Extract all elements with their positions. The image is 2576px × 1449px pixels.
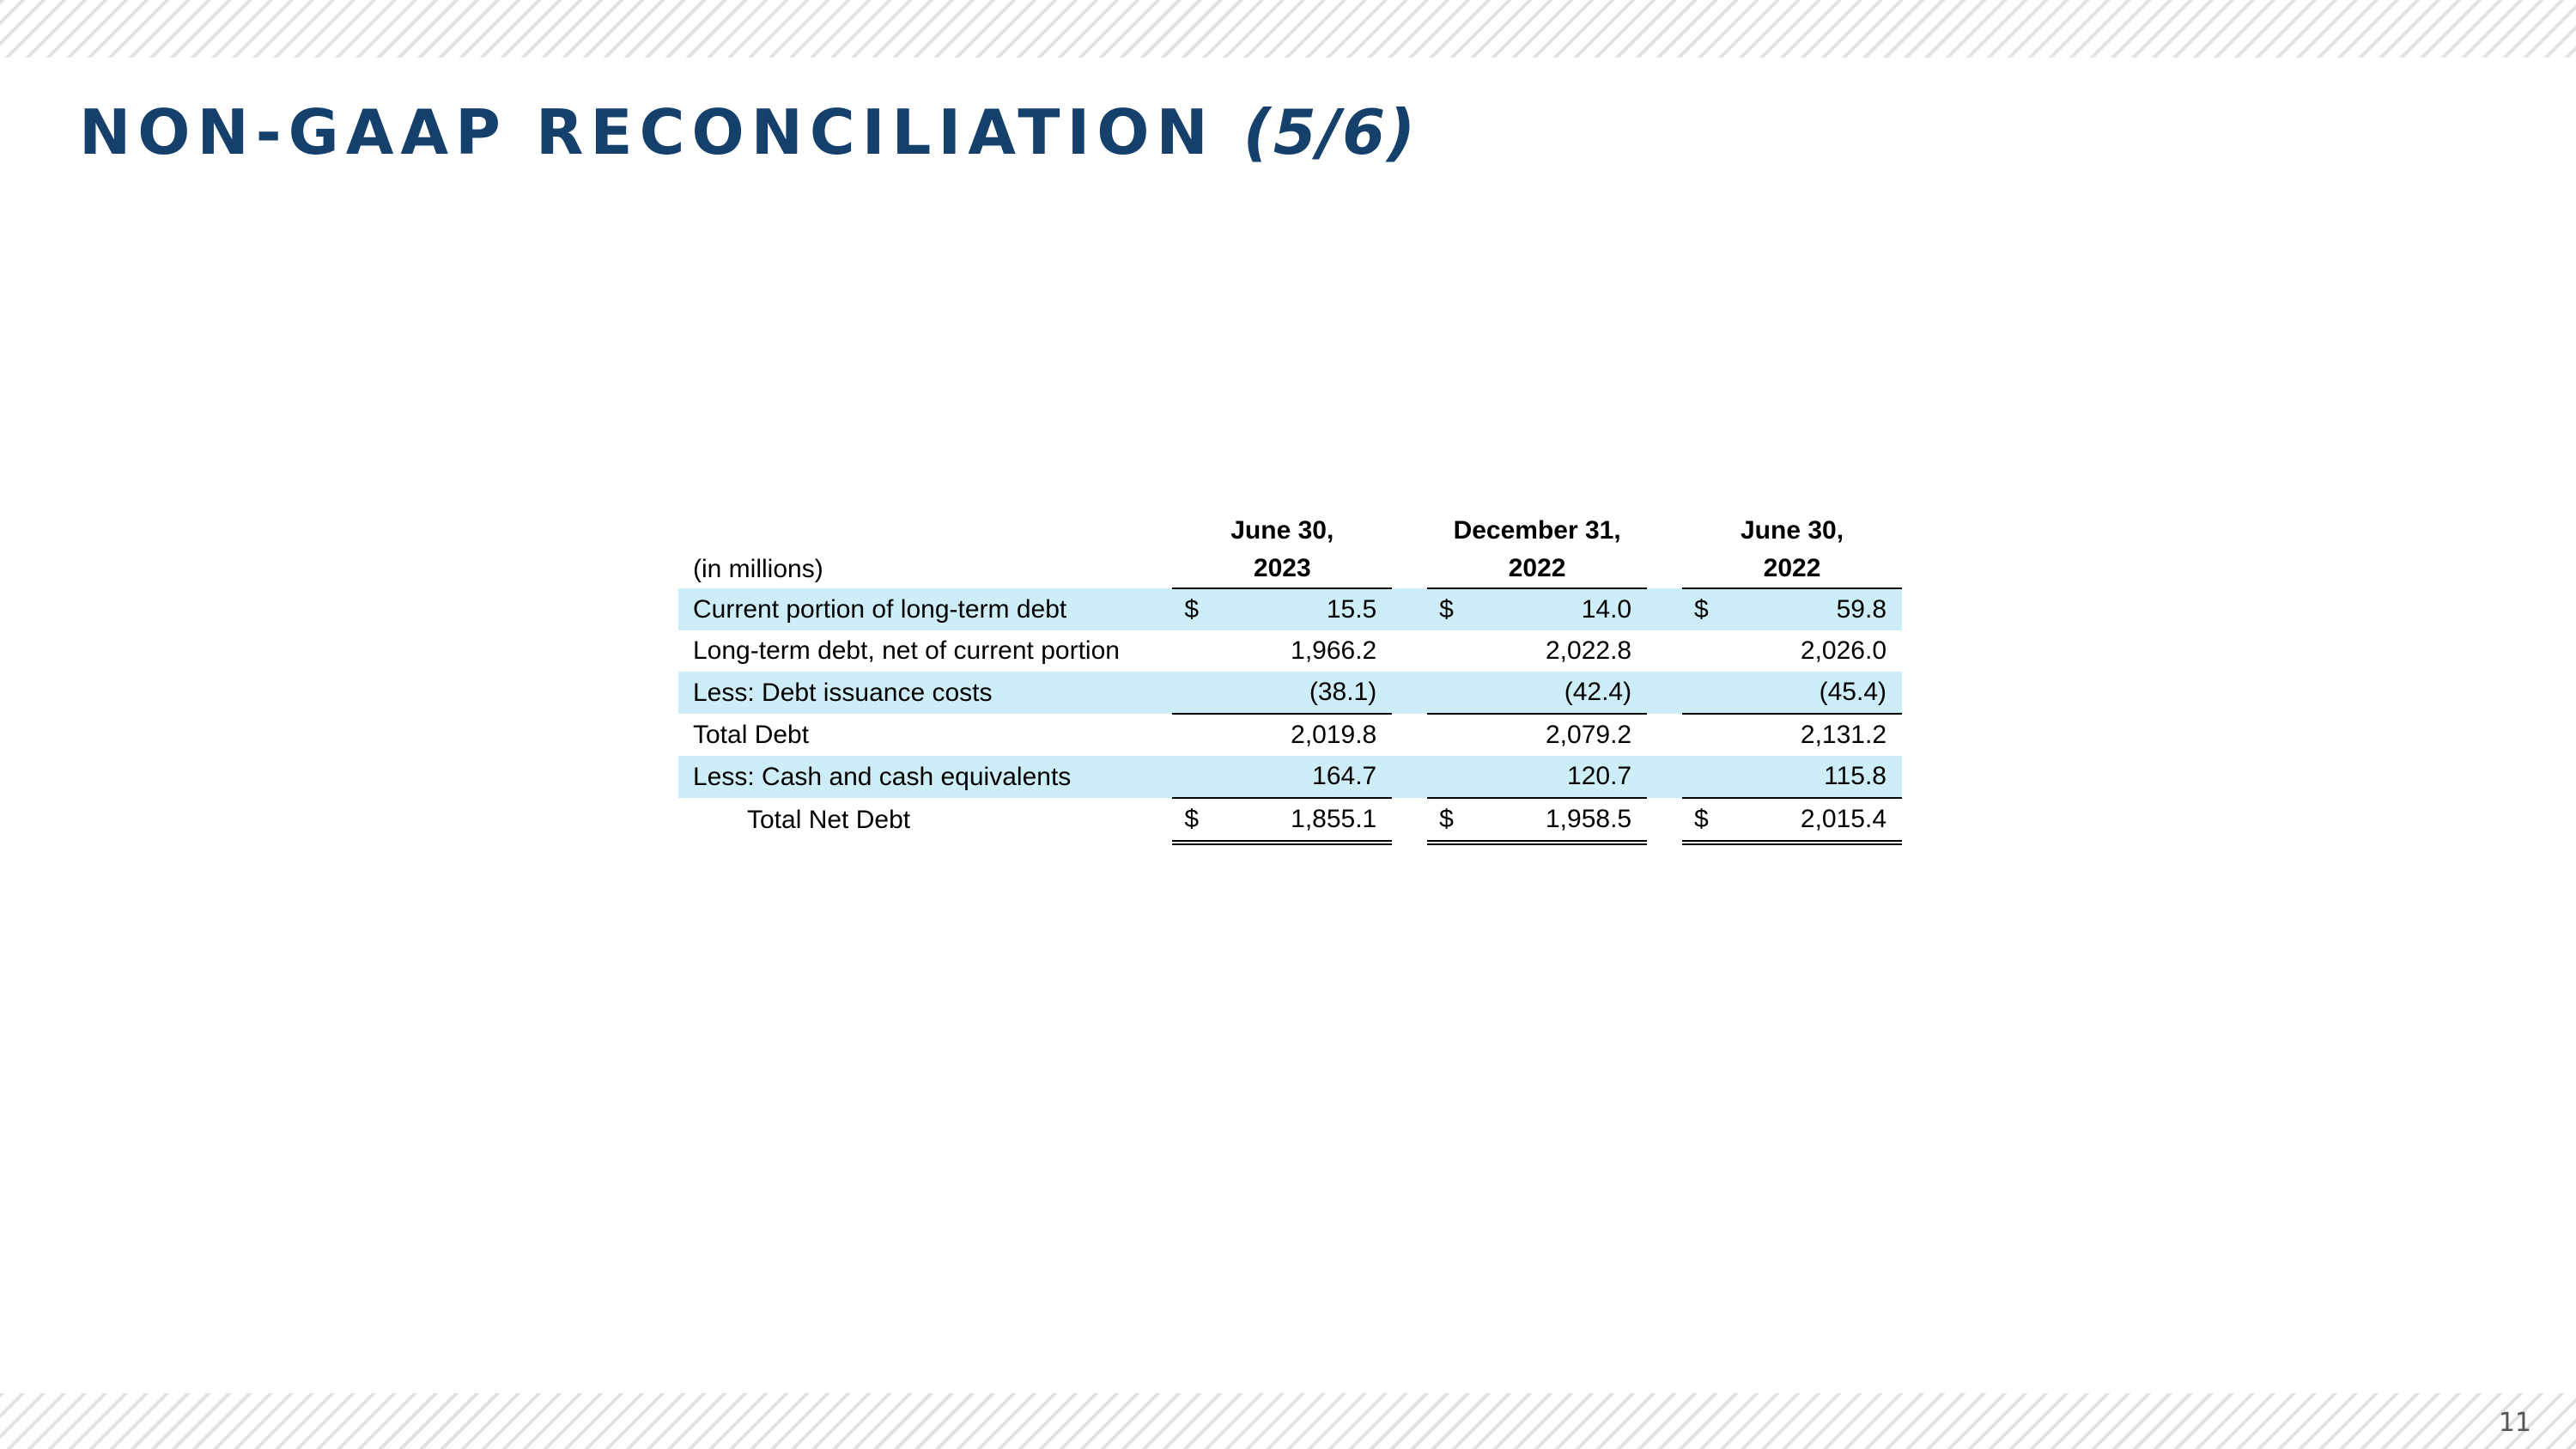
dollar-sign <box>1427 630 1478 672</box>
dollar-sign <box>1427 672 1478 714</box>
dollar-sign <box>1427 714 1478 756</box>
dollar-sign <box>1682 672 1733 714</box>
value-cell: 59.8 <box>1733 588 1902 630</box>
dollar-sign <box>1682 714 1733 756</box>
dollar-sign: $ <box>1427 798 1478 843</box>
column-header-year-1: 2023 <box>1172 550 1392 588</box>
dollar-sign <box>1682 756 1733 798</box>
row-label: Less: Debt issuance costs <box>678 672 1172 714</box>
value-cell: 2,026.0 <box>1800 636 1886 665</box>
value-cell: (38.1) <box>1224 672 1393 714</box>
dollar-sign <box>1172 714 1223 756</box>
value-cell: 2,022.8 <box>1546 636 1632 665</box>
value-cell: 14.0 <box>1479 588 1648 630</box>
column-header-date-1: June 30, <box>1230 516 1334 545</box>
dollar-sign: $ <box>1682 798 1733 843</box>
table-row-total-debt <box>678 714 1902 756</box>
row-label: Long-term debt, net of current portion <box>693 636 1120 665</box>
value-cell: 1,958.5 <box>1479 798 1648 843</box>
value-cell: 2,079.2 <box>1546 721 1632 749</box>
header-blank <box>678 512 1172 550</box>
row-label: Less: Cash and cash equivalents <box>678 756 1172 798</box>
column-header-year-3: 2022 <box>1682 550 1902 588</box>
page-number: 11 <box>2498 1408 2531 1438</box>
table-header-row-1 <box>678 512 1902 550</box>
value-cell: 2,015.4 <box>1733 798 1902 843</box>
column-header-date-2: December 31, <box>1453 516 1621 545</box>
value-cell: 2,131.2 <box>1800 721 1886 749</box>
value-cell: (45.4) <box>1733 672 1902 714</box>
top-stripe-band <box>0 0 2576 58</box>
row-label: Current portion of long-term debt <box>678 588 1172 630</box>
column-header-year-2: 2022 <box>1427 550 1647 588</box>
dollar-sign: $ <box>1682 588 1733 630</box>
dollar-sign <box>1172 756 1223 798</box>
table-row-current-portion <box>678 588 1902 630</box>
dollar-sign <box>1172 672 1223 714</box>
table-row-cash-equivalents <box>678 756 1902 798</box>
value-cell: 2,019.8 <box>1291 721 1377 749</box>
dollar-sign: $ <box>1172 588 1223 630</box>
title-main: NON-GAAP RECONCILIATION <box>79 96 1215 168</box>
value-cell: 1,855.1 <box>1224 798 1393 843</box>
table-row-total-net-debt <box>678 798 1902 843</box>
table-header-row-2 <box>678 550 1902 588</box>
bottom-stripe-band <box>0 1393 2576 1449</box>
dollar-sign: $ <box>1172 798 1223 843</box>
column-header-date-3: June 30, <box>1740 516 1844 545</box>
value-cell: 115.8 <box>1733 756 1902 798</box>
value-cell: 15.5 <box>1224 588 1393 630</box>
units-label: (in millions) <box>693 554 823 583</box>
table-row-debt-issuance-costs <box>678 672 1902 714</box>
value-cell: 120.7 <box>1479 756 1648 798</box>
page-title <box>79 96 1418 168</box>
value-cell: 164.7 <box>1224 756 1393 798</box>
row-label: Total Net Debt <box>747 806 911 834</box>
dollar-sign <box>1682 630 1733 672</box>
value-cell: 1,966.2 <box>1291 636 1377 665</box>
dollar-sign: $ <box>1427 588 1478 630</box>
dollar-sign <box>1172 630 1223 672</box>
title-part-indicator: (5/6) <box>1242 96 1418 168</box>
row-label: Total Debt <box>693 720 810 749</box>
net-debt-reconciliation-table <box>678 512 1902 845</box>
dollar-sign <box>1427 756 1478 798</box>
table-row-long-term-debt <box>678 630 1902 672</box>
value-cell: (42.4) <box>1479 672 1648 714</box>
